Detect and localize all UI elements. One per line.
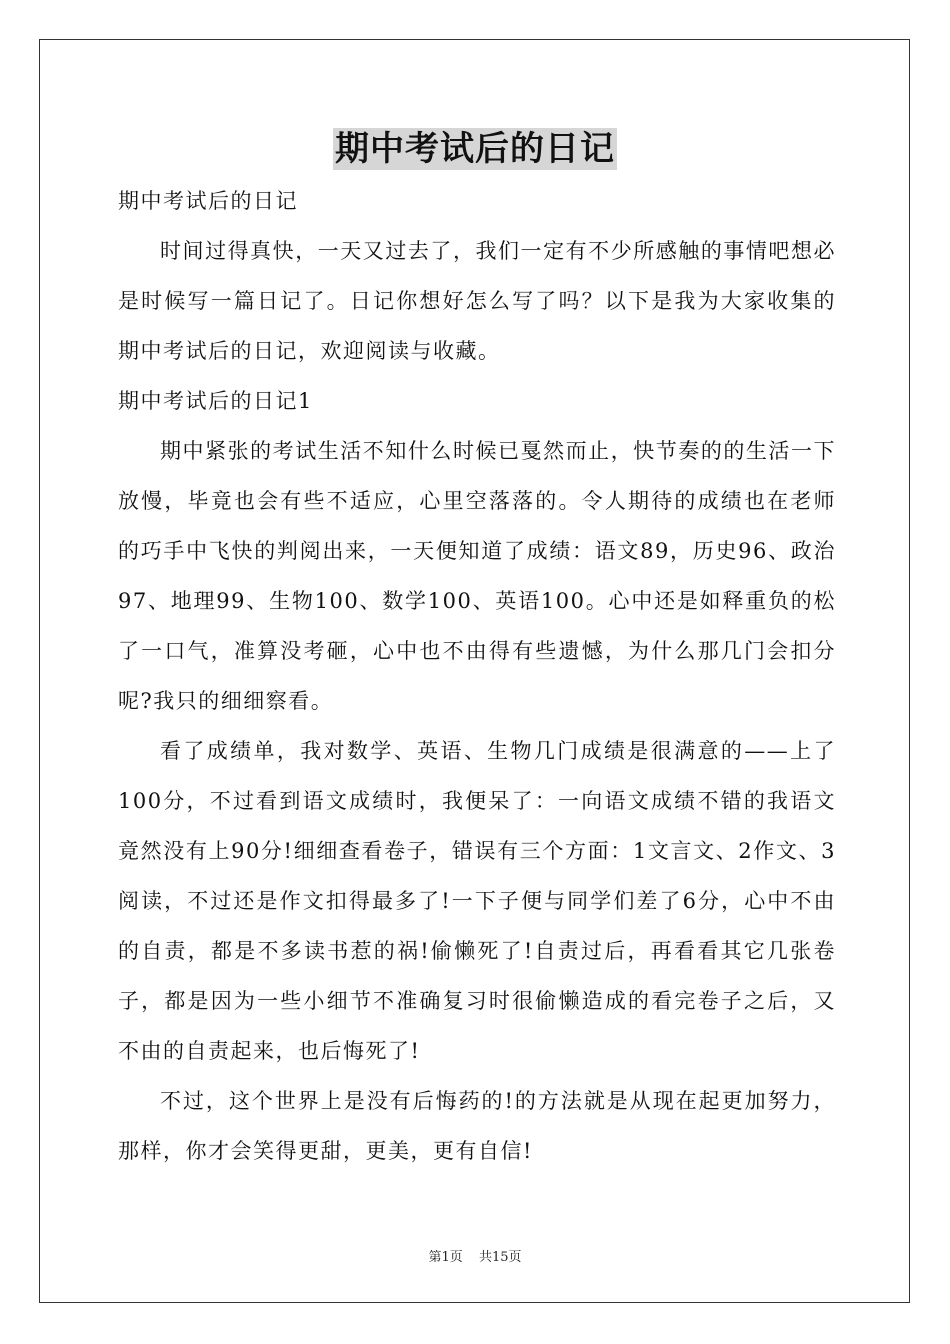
title-container [0,128,950,170]
paragraph: 不过，这个世界上是没有后悔药的!的方法就是从现在起更加努力，那样，你才会笑得更甜，更美，更有自信! [118,1089,836,1163]
paragraph: 看了成绩单，我对数学、英语、生物几门成绩是很满意的——上了100分，不过看到语文成绩时，我便呆了：一向语文成绩不错的我语文竟然没有上90分!细细查看卷子，错误有三个方面：1文言文、2作文、3阅读，不过还是作文扣得最多了!一下子便与同学们差了6分，心中不由的自责，都是不多读书惹的祸!偷懒死了!自责过后，再看看其它几张卷子，都是因为一些小细节不准确复习时很偷懒造成的看完卷子之后，又不由的自责起来，也后悔死了! [118,739,836,1063]
page-number: 第1页 [428,1250,463,1265]
page-total: 共15页 [478,1250,522,1265]
document-title: 期中考试后的日记 [335,129,615,169]
paragraph-heading: 期中考试后的日记1 [118,389,313,413]
paragraph-heading: 期中考试后的日记 [118,189,298,213]
page-footer [0,1246,950,1265]
paragraph: 期中紧张的考试生活不知什么时候已戛然而止，快节奏的的生活一下放慢，毕竟也会有些不适应，心里空落落的。令人期待的成绩也在老师的巧手中飞快的判阅出来，一天便知道了成绩：语文89，历史96、政治97、地理99、生物100、数学100、英语100。心中还是如释重负的松了一口气，准算没考砸，心中也不由得有些遗憾，为什么那几门会扣分呢?我只的细细察看。 [118,439,836,713]
paragraph: 时间过得真快，一天又过去了，我们一定有不少所感触的事情吧想必是时候写一篇日记了。日记你想好怎么写了吗？以下是我为大家收集的期中考试后的日记，欢迎阅读与收藏。 [118,239,836,363]
document-body [118,176,836,1176]
